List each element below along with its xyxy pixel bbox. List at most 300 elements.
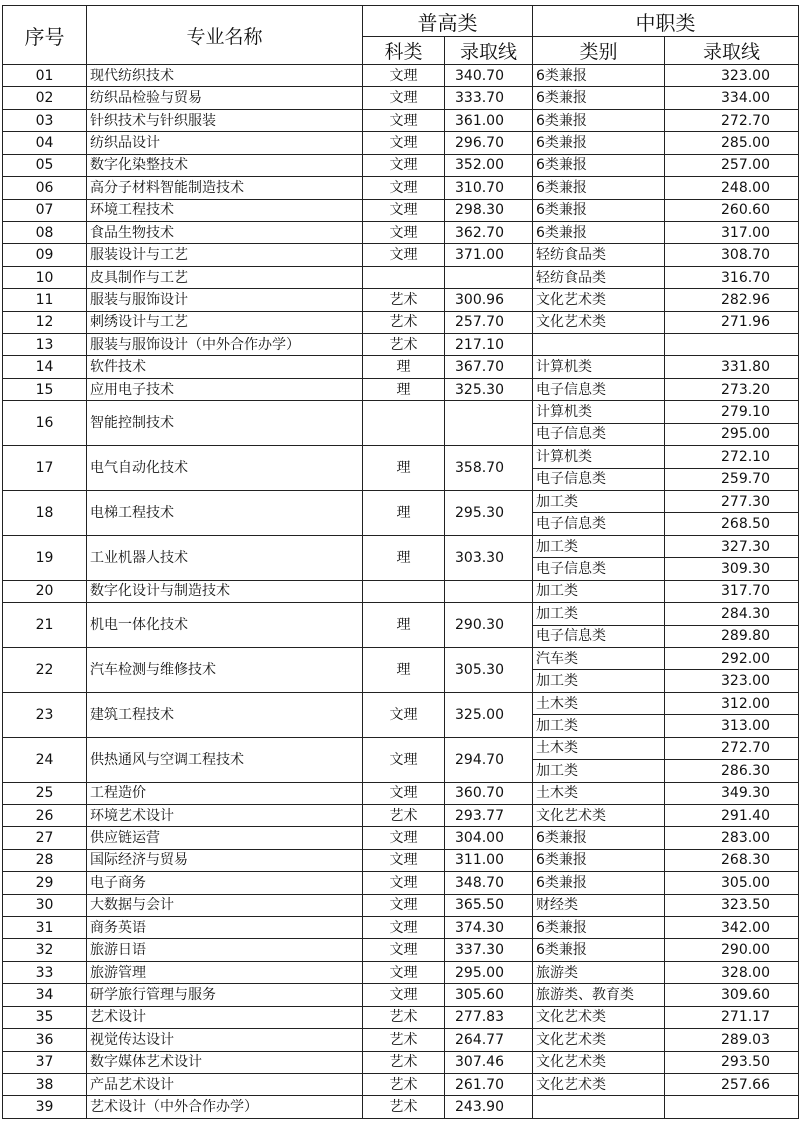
- general-subject-cell: 文理: [363, 199, 445, 221]
- vocational-category-cell: 土木类: [533, 737, 665, 759]
- vocational-score-cell: 277.30: [665, 491, 799, 513]
- vocational-score-cell: 316.70: [665, 266, 799, 288]
- header-general-group: 普高类: [363, 6, 533, 37]
- general-subject-cell: 理: [363, 378, 445, 400]
- general-subject-cell: 文理: [363, 132, 445, 154]
- general-score-cell: 307.46: [445, 1051, 533, 1073]
- row-index-cell: 16: [3, 401, 87, 446]
- table-row: [3, 894, 799, 916]
- row-index-cell: 26: [3, 804, 87, 826]
- general-score-cell: 295.00: [445, 961, 533, 983]
- row-index-cell: 31: [3, 917, 87, 939]
- major-name-cell: 建筑工程技术: [87, 692, 363, 737]
- major-name-cell: 数字化染整技术: [87, 154, 363, 176]
- vocational-category-cell: 6类兼报: [533, 939, 665, 961]
- header-general-subject: 科类: [363, 37, 445, 65]
- general-subject-cell: [363, 580, 445, 602]
- vocational-category-cell: 土木类: [533, 782, 665, 804]
- general-subject-cell: 理: [363, 603, 445, 648]
- vocational-category-cell: 计算机类: [533, 446, 665, 468]
- general-score-cell: 294.70: [445, 737, 533, 782]
- vocational-category-cell: 文化艺术类: [533, 1006, 665, 1028]
- vocational-category-cell: 文化艺术类: [533, 289, 665, 311]
- row-index-cell: 13: [3, 334, 87, 356]
- vocational-score-cell: 289.03: [665, 1029, 799, 1051]
- general-score-cell: 348.70: [445, 872, 533, 894]
- general-subject-cell: 理: [363, 446, 445, 491]
- major-name-cell: 工业机器人技术: [87, 535, 363, 580]
- vocational-category-cell: 电子信息类: [533, 423, 665, 445]
- table-row: [3, 782, 799, 804]
- major-name-cell: 刺绣设计与工艺: [87, 311, 363, 333]
- table-row: [3, 356, 799, 378]
- table-body: [3, 65, 799, 1119]
- vocational-score-cell: 334.00: [665, 87, 799, 109]
- vocational-category-cell: 轻纺食品类: [533, 266, 665, 288]
- row-index-cell: 25: [3, 782, 87, 804]
- vocational-category-cell: 6类兼报: [533, 917, 665, 939]
- general-score-cell: 293.77: [445, 804, 533, 826]
- vocational-category-cell: [533, 1096, 665, 1118]
- general-score-cell: [445, 401, 533, 446]
- general-subject-cell: 艺术: [363, 1029, 445, 1051]
- general-subject-cell: 艺术: [363, 334, 445, 356]
- vocational-score-cell: 349.30: [665, 782, 799, 804]
- row-index-cell: 07: [3, 199, 87, 221]
- general-score-cell: 333.70: [445, 87, 533, 109]
- major-name-cell: 电梯工程技术: [87, 491, 363, 536]
- vocational-score-cell: 312.00: [665, 692, 799, 714]
- major-name-cell: 视觉传达设计: [87, 1029, 363, 1051]
- vocational-score-cell: 328.00: [665, 961, 799, 983]
- general-score-cell: 362.70: [445, 221, 533, 243]
- vocational-category-cell: 加工类: [533, 535, 665, 557]
- vocational-category-cell: 6类兼报: [533, 65, 665, 87]
- general-score-cell: 277.83: [445, 1006, 533, 1028]
- vocational-category-cell: 文化艺术类: [533, 804, 665, 826]
- table-row: [3, 199, 799, 221]
- general-subject-cell: 艺术: [363, 804, 445, 826]
- vocational-score-cell: 283.00: [665, 827, 799, 849]
- major-name-cell: 应用电子技术: [87, 378, 363, 400]
- vocational-score-cell: 257.66: [665, 1073, 799, 1095]
- general-score-cell: 325.30: [445, 378, 533, 400]
- vocational-score-cell: 323.00: [665, 670, 799, 692]
- general-subject-cell: 艺术: [363, 311, 445, 333]
- table-row: [3, 289, 799, 311]
- general-score-cell: 311.00: [445, 849, 533, 871]
- table-row: [3, 535, 799, 557]
- major-name-cell: 供应链运营: [87, 827, 363, 849]
- table-row: [3, 177, 799, 199]
- table-row: [3, 603, 799, 625]
- header-general-score: 录取线: [445, 37, 533, 65]
- row-index-cell: 23: [3, 692, 87, 737]
- major-name-cell: 现代纺织技术: [87, 65, 363, 87]
- row-index-cell: 28: [3, 849, 87, 871]
- table-row: [3, 737, 799, 759]
- major-name-cell: 纺织品检验与贸易: [87, 87, 363, 109]
- major-name-cell: 电气自动化技术: [87, 446, 363, 491]
- vocational-category-cell: 6类兼报: [533, 827, 665, 849]
- major-name-cell: 商务英语: [87, 917, 363, 939]
- major-name-cell: 产品艺术设计: [87, 1073, 363, 1095]
- general-score-cell: 304.00: [445, 827, 533, 849]
- vocational-category-cell: 旅游类、教育类: [533, 984, 665, 1006]
- vocational-score-cell: 295.00: [665, 423, 799, 445]
- general-score-cell: 261.70: [445, 1073, 533, 1095]
- vocational-score-cell: 293.50: [665, 1051, 799, 1073]
- row-index-cell: 24: [3, 737, 87, 782]
- general-score-cell: 296.70: [445, 132, 533, 154]
- general-score-cell: 371.00: [445, 244, 533, 266]
- major-name-cell: 智能控制技术: [87, 401, 363, 446]
- major-name-cell: 艺术设计（中外合作办学）: [87, 1096, 363, 1118]
- header-vocational-score: 录取线: [665, 37, 799, 65]
- general-score-cell: 310.70: [445, 177, 533, 199]
- vocational-category-cell: 文化艺术类: [533, 1051, 665, 1073]
- major-name-cell: 服装与服饰设计: [87, 289, 363, 311]
- vocational-score-cell: 309.30: [665, 558, 799, 580]
- major-name-cell: 食品生物技术: [87, 221, 363, 243]
- general-subject-cell: 文理: [363, 849, 445, 871]
- general-subject-cell: 理: [363, 647, 445, 692]
- general-subject-cell: 文理: [363, 939, 445, 961]
- table-row: [3, 132, 799, 154]
- header-vocational-group: 中职类: [533, 6, 799, 37]
- row-index-cell: 32: [3, 939, 87, 961]
- general-subject-cell: 文理: [363, 154, 445, 176]
- vocational-category-cell: 土木类: [533, 692, 665, 714]
- vocational-score-cell: 317.70: [665, 580, 799, 602]
- general-subject-cell: 艺术: [363, 1073, 445, 1095]
- row-index-cell: 38: [3, 1073, 87, 1095]
- general-subject-cell: 理: [363, 356, 445, 378]
- general-subject-cell: 艺术: [363, 289, 445, 311]
- vocational-score-cell: 291.40: [665, 804, 799, 826]
- vocational-category-cell: [533, 334, 665, 356]
- row-index-cell: 15: [3, 378, 87, 400]
- major-name-cell: 数字化设计与制造技术: [87, 580, 363, 602]
- general-subject-cell: 文理: [363, 782, 445, 804]
- general-score-cell: [445, 266, 533, 288]
- row-index-cell: 22: [3, 647, 87, 692]
- table-row: [3, 804, 799, 826]
- row-index-cell: 12: [3, 311, 87, 333]
- general-score-cell: 303.30: [445, 535, 533, 580]
- general-score-cell: 365.50: [445, 894, 533, 916]
- general-score-cell: 337.30: [445, 939, 533, 961]
- row-index-cell: 08: [3, 221, 87, 243]
- vocational-category-cell: 旅游类: [533, 961, 665, 983]
- major-name-cell: 供热通风与空调工程技术: [87, 737, 363, 782]
- vocational-score-cell: 268.30: [665, 849, 799, 871]
- vocational-score-cell: 292.00: [665, 647, 799, 669]
- table-row: [3, 692, 799, 714]
- general-subject-cell: 文理: [363, 961, 445, 983]
- vocational-score-cell: 308.70: [665, 244, 799, 266]
- vocational-score-cell: 290.00: [665, 939, 799, 961]
- row-index-cell: 29: [3, 872, 87, 894]
- row-index-cell: 33: [3, 961, 87, 983]
- general-subject-cell: 理: [363, 535, 445, 580]
- vocational-score-cell: 271.17: [665, 1006, 799, 1028]
- major-name-cell: 艺术设计: [87, 1006, 363, 1028]
- table-row: [3, 446, 799, 468]
- vocational-category-cell: 加工类: [533, 670, 665, 692]
- general-score-cell: 305.30: [445, 647, 533, 692]
- major-name-cell: 服装与服饰设计（中外合作办学）: [87, 334, 363, 356]
- general-score-cell: 325.00: [445, 692, 533, 737]
- general-score-cell: 358.70: [445, 446, 533, 491]
- vocational-score-cell: 342.00: [665, 917, 799, 939]
- general-score-cell: 217.10: [445, 334, 533, 356]
- major-name-cell: 汽车检测与维修技术: [87, 647, 363, 692]
- table-row: [3, 1051, 799, 1073]
- major-name-cell: 研学旅行管理与服务: [87, 984, 363, 1006]
- row-index-cell: 01: [3, 65, 87, 87]
- vocational-score-cell: 282.96: [665, 289, 799, 311]
- vocational-category-cell: 加工类: [533, 715, 665, 737]
- general-subject-cell: 文理: [363, 984, 445, 1006]
- vocational-score-cell: 272.10: [665, 446, 799, 468]
- row-index-cell: 11: [3, 289, 87, 311]
- major-name-cell: 环境艺术设计: [87, 804, 363, 826]
- table-row: [3, 87, 799, 109]
- table-row: [3, 311, 799, 333]
- header-index: 序号: [3, 6, 87, 65]
- major-name-cell: 电子商务: [87, 872, 363, 894]
- vocational-score-cell: 284.30: [665, 603, 799, 625]
- vocational-category-cell: 6类兼报: [533, 154, 665, 176]
- major-name-cell: 旅游日语: [87, 939, 363, 961]
- vocational-category-cell: 加工类: [533, 491, 665, 513]
- general-subject-cell: 文理: [363, 87, 445, 109]
- table-row: [3, 65, 799, 87]
- table-row: [3, 154, 799, 176]
- row-index-cell: 19: [3, 535, 87, 580]
- general-score-cell: 290.30: [445, 603, 533, 648]
- general-subject-cell: 艺术: [363, 1006, 445, 1028]
- table-row: [3, 872, 799, 894]
- row-index-cell: 10: [3, 266, 87, 288]
- table-row: [3, 221, 799, 243]
- vocational-score-cell: 331.80: [665, 356, 799, 378]
- vocational-category-cell: 6类兼报: [533, 221, 665, 243]
- general-subject-cell: 文理: [363, 244, 445, 266]
- general-score-cell: 352.00: [445, 154, 533, 176]
- major-name-cell: 旅游管理: [87, 961, 363, 983]
- vocational-category-cell: 6类兼报: [533, 177, 665, 199]
- vocational-score-cell: 323.50: [665, 894, 799, 916]
- major-name-cell: 皮具制作与工艺: [87, 266, 363, 288]
- table-row: [3, 939, 799, 961]
- general-score-cell: 360.70: [445, 782, 533, 804]
- row-index-cell: 34: [3, 984, 87, 1006]
- general-score-cell: 298.30: [445, 199, 533, 221]
- general-subject-cell: [363, 401, 445, 446]
- general-subject-cell: 文理: [363, 917, 445, 939]
- general-subject-cell: 文理: [363, 737, 445, 782]
- row-index-cell: 06: [3, 177, 87, 199]
- general-subject-cell: 理: [363, 491, 445, 536]
- major-name-cell: 机电一体化技术: [87, 603, 363, 648]
- vocational-score-cell: 268.50: [665, 513, 799, 535]
- row-index-cell: 14: [3, 356, 87, 378]
- vocational-category-cell: 电子信息类: [533, 558, 665, 580]
- major-name-cell: 数字媒体艺术设计: [87, 1051, 363, 1073]
- vocational-score-cell: 272.70: [665, 737, 799, 759]
- table-row: [3, 1006, 799, 1028]
- header-major: 专业名称: [87, 6, 363, 65]
- table-row: [3, 1096, 799, 1118]
- general-subject-cell: 文理: [363, 221, 445, 243]
- table-row: [3, 266, 799, 288]
- table-row: [3, 1029, 799, 1051]
- vocational-score-cell: 309.60: [665, 984, 799, 1006]
- row-index-cell: 09: [3, 244, 87, 266]
- vocational-category-cell: 文化艺术类: [533, 311, 665, 333]
- row-index-cell: 05: [3, 154, 87, 176]
- vocational-category-cell: 汽车类: [533, 647, 665, 669]
- vocational-category-cell: 财经类: [533, 894, 665, 916]
- general-score-cell: 340.70: [445, 65, 533, 87]
- table-row: [3, 401, 799, 423]
- table-header: [3, 6, 799, 65]
- vocational-category-cell: 6类兼报: [533, 849, 665, 871]
- row-index-cell: 21: [3, 603, 87, 648]
- general-score-cell: 367.70: [445, 356, 533, 378]
- vocational-category-cell: 计算机类: [533, 401, 665, 423]
- general-score-cell: 264.77: [445, 1029, 533, 1051]
- table-row: [3, 984, 799, 1006]
- row-index-cell: 20: [3, 580, 87, 602]
- table-row: [3, 244, 799, 266]
- general-subject-cell: [363, 266, 445, 288]
- vocational-score-cell: 273.20: [665, 378, 799, 400]
- row-index-cell: 02: [3, 87, 87, 109]
- row-index-cell: 18: [3, 491, 87, 536]
- general-score-cell: [445, 580, 533, 602]
- vocational-score-cell: 313.00: [665, 715, 799, 737]
- table-row: [3, 917, 799, 939]
- vocational-score-cell: 285.00: [665, 132, 799, 154]
- admission-score-table: [2, 5, 799, 1119]
- row-index-cell: 27: [3, 827, 87, 849]
- general-subject-cell: 文理: [363, 109, 445, 131]
- vocational-category-cell: 计算机类: [533, 356, 665, 378]
- vocational-category-cell: 电子信息类: [533, 378, 665, 400]
- row-index-cell: 37: [3, 1051, 87, 1073]
- major-name-cell: 大数据与会计: [87, 894, 363, 916]
- row-index-cell: 39: [3, 1096, 87, 1118]
- general-score-cell: 305.60: [445, 984, 533, 1006]
- vocational-score-cell: 248.00: [665, 177, 799, 199]
- row-index-cell: 04: [3, 132, 87, 154]
- general-score-cell: 257.70: [445, 311, 533, 333]
- row-index-cell: 36: [3, 1029, 87, 1051]
- row-index-cell: 03: [3, 109, 87, 131]
- vocational-category-cell: 轻纺食品类: [533, 244, 665, 266]
- general-score-cell: 295.30: [445, 491, 533, 536]
- general-subject-cell: 艺术: [363, 1051, 445, 1073]
- vocational-score-cell: 327.30: [665, 535, 799, 557]
- vocational-category-cell: 电子信息类: [533, 513, 665, 535]
- vocational-score-cell: 305.00: [665, 872, 799, 894]
- vocational-category-cell: 6类兼报: [533, 87, 665, 109]
- header-vocational-category: 类别: [533, 37, 665, 65]
- major-name-cell: 工程造价: [87, 782, 363, 804]
- vocational-score-cell: [665, 334, 799, 356]
- vocational-category-cell: 6类兼报: [533, 109, 665, 131]
- vocational-category-cell: 加工类: [533, 580, 665, 602]
- table-row: [3, 647, 799, 669]
- major-name-cell: 针织技术与针织服装: [87, 109, 363, 131]
- general-score-cell: 243.90: [445, 1096, 533, 1118]
- table-row: [3, 849, 799, 871]
- major-name-cell: 环境工程技术: [87, 199, 363, 221]
- vocational-score-cell: 286.30: [665, 760, 799, 782]
- vocational-score-cell: 289.80: [665, 625, 799, 647]
- table-row: [3, 827, 799, 849]
- vocational-score-cell: 317.00: [665, 221, 799, 243]
- vocational-score-cell: 272.70: [665, 109, 799, 131]
- table-row: [3, 378, 799, 400]
- general-subject-cell: 文理: [363, 827, 445, 849]
- vocational-category-cell: 文化艺术类: [533, 1073, 665, 1095]
- vocational-score-cell: [665, 1096, 799, 1118]
- general-score-cell: 361.00: [445, 109, 533, 131]
- vocational-category-cell: 6类兼报: [533, 199, 665, 221]
- general-score-cell: 374.30: [445, 917, 533, 939]
- table-row: [3, 1073, 799, 1095]
- vocational-score-cell: 259.70: [665, 468, 799, 490]
- vocational-category-cell: 电子信息类: [533, 468, 665, 490]
- vocational-score-cell: 323.00: [665, 65, 799, 87]
- general-subject-cell: 文理: [363, 177, 445, 199]
- table-row: [3, 961, 799, 983]
- major-name-cell: 高分子材料智能制造技术: [87, 177, 363, 199]
- vocational-score-cell: 271.96: [665, 311, 799, 333]
- table-row: [3, 334, 799, 356]
- general-subject-cell: 文理: [363, 65, 445, 87]
- vocational-category-cell: 6类兼报: [533, 132, 665, 154]
- row-index-cell: 35: [3, 1006, 87, 1028]
- vocational-category-cell: 加工类: [533, 603, 665, 625]
- general-subject-cell: 文理: [363, 872, 445, 894]
- vocational-score-cell: 260.60: [665, 199, 799, 221]
- major-name-cell: 软件技术: [87, 356, 363, 378]
- vocational-score-cell: 279.10: [665, 401, 799, 423]
- vocational-category-cell: 加工类: [533, 760, 665, 782]
- major-name-cell: 纺织品设计: [87, 132, 363, 154]
- major-name-cell: 服装设计与工艺: [87, 244, 363, 266]
- table-row: [3, 491, 799, 513]
- row-index-cell: 17: [3, 446, 87, 491]
- table-row: [3, 109, 799, 131]
- general-score-cell: 300.96: [445, 289, 533, 311]
- vocational-score-cell: 257.00: [665, 154, 799, 176]
- general-subject-cell: 艺术: [363, 1096, 445, 1118]
- row-index-cell: 30: [3, 894, 87, 916]
- vocational-category-cell: 电子信息类: [533, 625, 665, 647]
- vocational-category-cell: 文化艺术类: [533, 1029, 665, 1051]
- vocational-category-cell: 6类兼报: [533, 872, 665, 894]
- table-row: [3, 580, 799, 602]
- major-name-cell: 国际经济与贸易: [87, 849, 363, 871]
- general-subject-cell: 文理: [363, 692, 445, 737]
- general-subject-cell: 文理: [363, 894, 445, 916]
